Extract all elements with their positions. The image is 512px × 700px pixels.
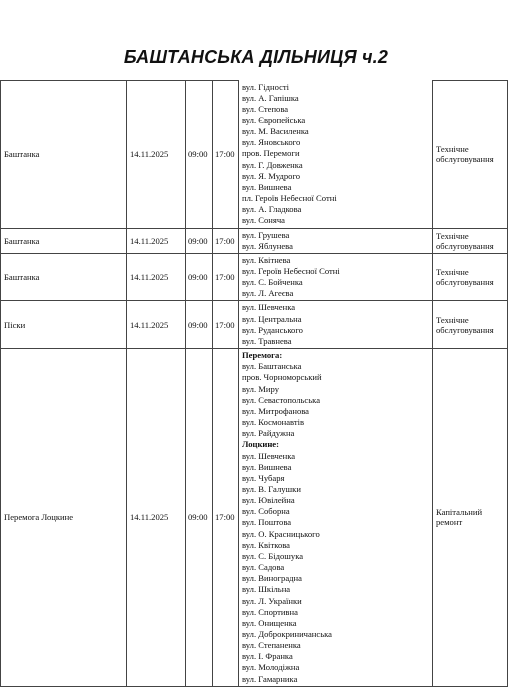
streets-cell (239, 349, 433, 687)
street-item: вул. Садова (242, 562, 285, 573)
start-time-cell: 09:00 (186, 81, 213, 229)
date-cell: 14.11.2025 (127, 81, 186, 229)
street-item: пров. Перемоги (242, 148, 300, 159)
street-item: вул. Центральна (242, 313, 302, 324)
street-item: вул. Л. Українки (242, 595, 302, 606)
street-item: вул. Соняча (242, 215, 285, 226)
street-item: вул. Степова (242, 103, 289, 114)
street-item: вул. Європейська (242, 114, 306, 125)
settlement-cell: Баштанка (1, 228, 127, 253)
street-item: вул. Шевченка (242, 450, 296, 461)
street-item: вул. Степаненка (242, 640, 301, 651)
street-item: вул. Виноградна (242, 573, 302, 584)
street-item: вул. Шевченка (242, 302, 296, 313)
street-item: вул. Севастопольська (242, 394, 321, 405)
table-row (1, 228, 508, 253)
street-item: вул. Доброкриничанська (242, 629, 332, 639)
street-item: вул. Молодіжна (242, 662, 300, 673)
street-item: вул. Квітнева (242, 254, 291, 265)
date-cell: 14.11.2025 (127, 301, 186, 349)
table-row (1, 301, 508, 349)
street-item: вул. О. Красницького (242, 528, 320, 539)
street-item: вул. Руданського (242, 324, 303, 335)
street-item: вул. Квіткова (242, 539, 290, 550)
streets-cell (239, 301, 433, 349)
street-item: вул. Яблунева (242, 240, 293, 251)
street-item: вул. Соборна (242, 506, 290, 517)
street-item: вул. Миру (242, 383, 279, 394)
street-item: вул. Героїв Небесної Сотні (242, 266, 340, 276)
outage-schedule-table (0, 80, 508, 687)
start-time-cell: 09:00 (186, 253, 213, 301)
village-group-heading: Перемога: (242, 350, 283, 361)
village-group-heading: Лоцкине: (242, 439, 279, 450)
end-time-cell: 17:00 (213, 349, 239, 687)
street-item: вул. В. Галушки (242, 483, 301, 494)
street-item: вул. Райдужна (242, 428, 295, 439)
date-cell: 14.11.2025 (127, 228, 186, 253)
work-type-cell: Технічне обслуговування (433, 253, 508, 301)
street-item: вул. Онищенка (242, 617, 297, 628)
street-item: вул. Яновського (242, 137, 301, 148)
table-row (1, 253, 508, 301)
settlement-cell: Перемога Лоцкине (1, 349, 127, 687)
street-item: вул. А. Гладкова (242, 204, 302, 215)
street-item: вул. Спортивна (242, 606, 298, 617)
end-time-cell: 17:00 (213, 301, 239, 349)
street-item: пров. Чорноморський (242, 372, 322, 383)
street-item: пл. Героїв Небесної Сотні (242, 193, 337, 204)
work-type-cell: Технічне обслуговування (433, 301, 508, 349)
settlement-cell: Піски (1, 301, 127, 349)
street-item: вул. Гідності (242, 81, 290, 92)
end-time-cell: 17:00 (213, 228, 239, 253)
street-item: вул. Шкільна (242, 584, 291, 595)
street-item: вул. І. Франка (242, 651, 293, 662)
street-item: вул. С. Бідошука (242, 550, 304, 561)
street-item: вул. Космонавтів (242, 417, 305, 428)
street-item: вул. Митрофанова (242, 405, 309, 416)
work-type-cell: Капітальний ремонт (433, 349, 508, 687)
streets-cell (239, 253, 433, 301)
street-item: вул. Баштанська (242, 361, 302, 372)
street-item: вул. А. Гапішка (242, 92, 299, 103)
street-item: вул. Чубаря (242, 472, 285, 483)
settlement-cell: Баштанка (1, 253, 127, 301)
street-item: вул. Г. Довженка (242, 159, 303, 170)
settlement-cell: Баштанка (1, 81, 127, 229)
work-type-cell: Технічне обслуговування (433, 81, 508, 229)
start-time-cell: 09:00 (186, 349, 213, 687)
date-cell: 14.11.2025 (127, 253, 186, 301)
street-item: вул. Травнева (242, 335, 292, 346)
end-time-cell: 17:00 (213, 253, 239, 301)
street-item: вул. Грушева (242, 229, 290, 240)
street-item: вул. Вишнева (242, 181, 292, 192)
table-row (1, 349, 508, 687)
street-item: вул. Я. Мудрого (242, 170, 301, 181)
table-row (1, 81, 508, 229)
street-item: вул. Л. Агеєва (242, 288, 294, 299)
street-item: вул. Ювілейна (242, 495, 295, 506)
page-title: БАШТАНСЬКА ДІЛЬНИЦЯ ч.2 (123, 47, 389, 67)
street-item: вул. М. Василенка (242, 126, 309, 137)
street-item: вул. Гамарника (242, 673, 298, 684)
start-time-cell: 09:00 (186, 301, 213, 349)
work-type-cell: Технічне обслуговування (433, 228, 508, 253)
streets-cell (239, 228, 433, 253)
street-item: вул. Вишнева (242, 461, 292, 472)
streets-cell (239, 81, 433, 229)
street-item: вул. С. Бойченка (242, 277, 303, 288)
start-time-cell: 09:00 (186, 228, 213, 253)
street-item: вул. Поштова (242, 517, 292, 528)
end-time-cell: 17:00 (213, 81, 239, 229)
date-cell: 14.11.2025 (127, 349, 186, 687)
